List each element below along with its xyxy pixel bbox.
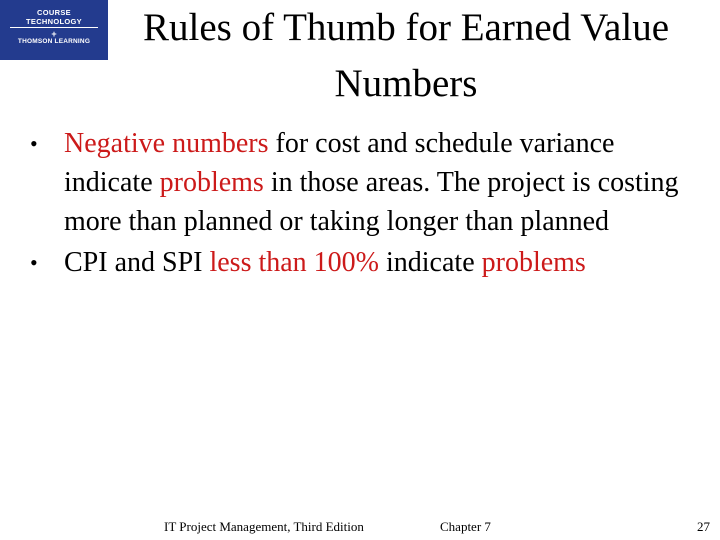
bullet-text: indicate — [379, 247, 482, 278]
highlight-less-than-100: less than 100% — [209, 247, 379, 278]
logo-line-thomson: THOMSON LEARNING — [17, 38, 91, 45]
bullet-item-negative-numbers — [28, 124, 698, 241]
footer-book-title: IT Project Management, Third Edition — [164, 519, 364, 534]
bullet-marker: • — [30, 250, 38, 275]
bullet-marker: • — [30, 131, 38, 156]
logo-plus: + — [51, 29, 57, 39]
footer-chapter: Chapter 7 — [440, 519, 491, 534]
bullet-text: CPI and SPI — [64, 247, 210, 278]
slide-title: Rules of Thumb for Earned Value Numbers — [142, 6, 670, 105]
footer-page-number: 27 — [697, 519, 710, 534]
highlight-problems: problems — [159, 167, 264, 198]
bullet-text: in those areas. The project is costing more than planned or taking longer than planned — [64, 167, 679, 237]
logo-line-technology: TECHNOLOGY — [26, 17, 82, 26]
publisher-logo — [0, 0, 108, 60]
bullet-text: for cost and schedule variance indicate — [64, 128, 615, 198]
bullet-list — [28, 124, 698, 284]
logo-divider — [10, 27, 98, 28]
logo-line-course: COURSE — [37, 8, 71, 17]
highlight-negative-numbers: Negative numbers — [64, 128, 269, 159]
bullet-item-cpi-spi — [28, 243, 698, 282]
highlight-problems: problems — [481, 247, 586, 278]
